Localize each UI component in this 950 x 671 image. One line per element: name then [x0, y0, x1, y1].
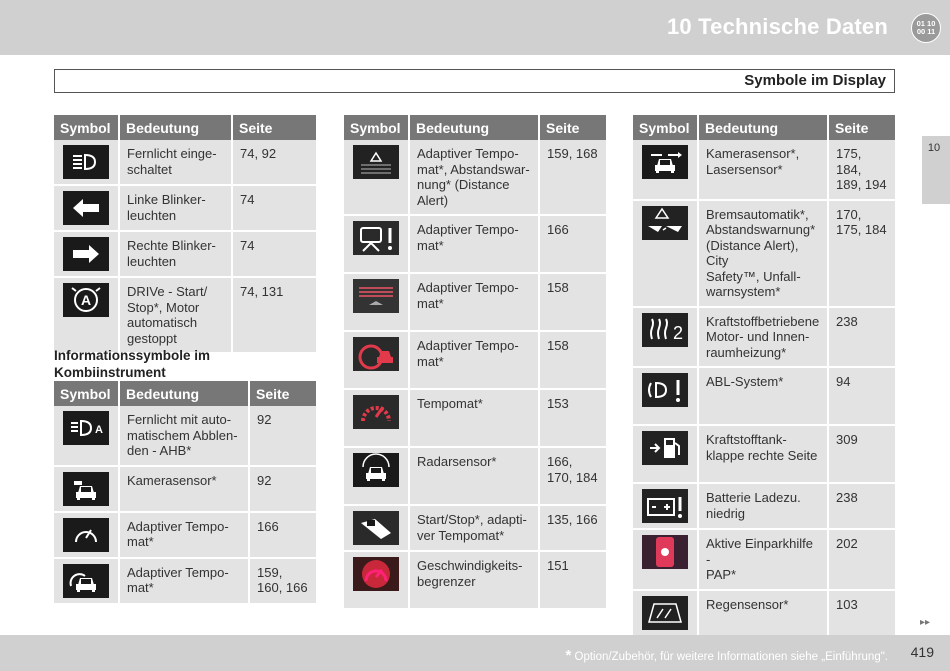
radar-sensor-icon: [353, 453, 399, 468]
svg-text:2: 2: [672, 322, 684, 343]
camera-sensor-icon: [63, 472, 109, 487]
header-meaning: Bedeutung: [120, 381, 250, 406]
meaning-cell: Fernlicht einge- schaltet: [120, 140, 233, 186]
symbol-cell: [633, 530, 699, 591]
table-row: [344, 216, 606, 274]
header-page: Seite: [540, 115, 606, 140]
table-row: [633, 368, 895, 426]
brake-warning-icon: [642, 206, 688, 221]
table-row: [344, 390, 606, 448]
symbol-cell: [54, 467, 120, 513]
symbol-cell: [54, 406, 120, 467]
header-page: Seite: [829, 115, 895, 140]
meaning-cell: Kamerasensor*: [120, 467, 250, 513]
table-row: [344, 332, 606, 390]
table-row: [633, 140, 895, 201]
page-cell: 238: [829, 484, 895, 530]
battery-icon: [642, 489, 688, 504]
table-row: [54, 406, 316, 467]
meaning-cell: Adaptiver Tempo- mat*, Abstandswar- nung* (Distance Alert): [410, 140, 540, 216]
subheading: Informationssymbole im Kombiinstrument: [54, 348, 211, 380]
page-cell: 159, 160, 166: [250, 559, 316, 605]
symbol-cell: [54, 513, 120, 559]
page-cell: 158: [540, 274, 606, 332]
page-cell: 175, 184, 189, 194: [829, 140, 895, 201]
header-symbol: Symbol: [54, 115, 120, 140]
page-cell: 103: [829, 591, 895, 637]
park-assist-icon: [642, 535, 688, 550]
badge-bottom-text: 00 11: [916, 27, 936, 36]
header-page: Seite: [250, 381, 316, 406]
symbol-cell: [344, 216, 410, 274]
meaning-cell: DRIVe - Start/ Stop*, Motor automatisch gestoppt: [120, 278, 233, 354]
meaning-cell: Regensensor*: [699, 591, 829, 637]
meaning-cell: Kraftstoffbetriebene Motor- und Innen- raumheizung*: [699, 308, 829, 369]
page-cell: 158: [540, 332, 606, 390]
table-row: [633, 591, 895, 637]
meaning-cell: Geschwindigkeits- begrenzer: [410, 552, 540, 610]
fuel-flap-icon: [642, 431, 688, 446]
svg-text:A: A: [95, 424, 103, 436]
meaning-cell: Fernlicht mit auto- matischem Abblen- den - AHB*: [120, 406, 250, 467]
meaning-cell: Adaptiver Tempo- mat*: [120, 559, 250, 605]
footnote: [565, 647, 888, 664]
symbol-cell: [633, 140, 699, 201]
chapter-title: 10 Technische Daten: [666, 14, 888, 39]
table2-body: [54, 406, 316, 605]
page-number: 419: [910, 644, 934, 660]
rain-sensor-icon: [642, 596, 688, 611]
meaning-cell: Batterie Ladezu. niedrig: [699, 484, 829, 530]
table-row: [344, 274, 606, 332]
symbol-cell: [54, 140, 120, 186]
abl-system-icon: [642, 373, 688, 388]
symbol-cell: [54, 186, 120, 232]
symbol-cell: [344, 448, 410, 506]
table-row: [54, 513, 316, 559]
table-row: [344, 506, 606, 552]
meaning-cell: Radarsensor*: [410, 448, 540, 506]
meaning-cell: ABL-System*: [699, 368, 829, 426]
page-cell: 74, 131: [233, 278, 316, 354]
symbol-cell: [344, 332, 410, 390]
distance-alert-icon: [353, 145, 399, 160]
symbol-cell: [54, 559, 120, 605]
cruise-red-car-icon: [353, 337, 399, 352]
table-row: [54, 467, 316, 513]
speed-limiter-icon: [353, 557, 399, 572]
page-cell: 151: [540, 552, 606, 610]
footnote-text: Option/Zubehör, für weitere Informationen siehe „Einführung".: [571, 651, 888, 663]
left-indicator-icon: [63, 191, 109, 206]
symbol-cell: [633, 484, 699, 530]
table-row: [633, 484, 895, 530]
meaning-cell: Start/Stop*, adapti- ver Tempomat*: [410, 506, 540, 552]
page-cell: 159, 168: [540, 140, 606, 216]
fuel-heater-icon: [642, 313, 688, 343]
page-cell: 170, 175, 184: [829, 201, 895, 308]
footnote-star: *: [565, 647, 572, 664]
high-beam-icon: [63, 145, 109, 160]
start-stop-icon: [63, 283, 109, 308]
start-stop-pedal-icon: [353, 511, 399, 526]
cruise-speedometer-icon: [63, 518, 109, 533]
symbol-cell: [633, 308, 699, 369]
table-row: [54, 232, 316, 278]
svg-text:A: A: [80, 292, 92, 308]
auto-high-beam-icon: [63, 411, 109, 436]
meaning-cell: Kamerasensor*, Lasersensor*: [699, 140, 829, 201]
meaning-cell: Adaptiver Tempo- mat*: [410, 216, 540, 274]
meaning-cell: Adaptiver Tempo- mat*: [410, 274, 540, 332]
symbol-cell: [54, 232, 120, 278]
symbol-cell: [633, 591, 699, 637]
table-row: [633, 426, 895, 484]
table-row: [54, 559, 316, 605]
symbol-cell: [54, 278, 120, 354]
table-row: [633, 308, 895, 369]
symbols-table-3: [344, 115, 606, 610]
page-cell: 74, 92: [233, 140, 316, 186]
meaning-cell: Adaptiver Tempo- mat*: [410, 332, 540, 390]
page-header: [0, 0, 950, 55]
page-cell: 238: [829, 308, 895, 369]
symbol-cell: [633, 368, 699, 426]
table-row: [344, 448, 606, 506]
page-cell: 166, 170, 184: [540, 448, 606, 506]
header-meaning: Bedeutung: [699, 115, 829, 140]
meaning-cell: Kraftstofftank- klappe rechte Seite: [699, 426, 829, 484]
section-title: Symbole im Display: [744, 72, 886, 89]
table-row: [344, 552, 606, 610]
symbol-cell: [344, 506, 410, 552]
header-meaning: Bedeutung: [410, 115, 540, 140]
page-cell: 135, 166: [540, 506, 606, 552]
header-page: Seite: [233, 115, 316, 140]
table1-body: [54, 140, 316, 354]
badge-top-text: 01 10: [916, 19, 936, 28]
chapter-tab[interactable]: [922, 136, 950, 204]
header-symbol: Symbol: [344, 115, 410, 140]
page-cell: 74: [233, 186, 316, 232]
cruise-control-icon: [353, 395, 399, 410]
table-row: [633, 530, 895, 591]
table-row: [633, 201, 895, 308]
symbol-cell: [344, 274, 410, 332]
cruise-car-icon: [63, 564, 109, 579]
symbols-table-1: [54, 115, 316, 354]
chapter-tab-label: 10: [927, 142, 941, 154]
chapter-badge-icon: [911, 13, 941, 43]
symbol-cell: [633, 201, 699, 308]
symbol-cell: [633, 426, 699, 484]
meaning-cell: Bremsautomatik*, Abstandswarnung* (Distance Alert), City Safety™, Unfall- warnsystem*: [699, 201, 829, 308]
right-indicator-icon: [63, 237, 109, 252]
table-row: [344, 140, 606, 216]
header-meaning: Bedeutung: [120, 115, 233, 140]
page-cell: 309: [829, 426, 895, 484]
meaning-cell: Tempomat*: [410, 390, 540, 448]
table-row: [54, 278, 316, 354]
page-cell: 166: [250, 513, 316, 559]
meaning-cell: Linke Blinker- leuchten: [120, 186, 233, 232]
next-page-arrow-icon[interactable]: ▸▸: [920, 617, 931, 628]
page-footer: [0, 635, 950, 671]
symbol-cell: [344, 140, 410, 216]
table-row: [54, 186, 316, 232]
symbols-table-2: [54, 381, 316, 605]
page-cell: 202: [829, 530, 895, 591]
page-cell: 94: [829, 368, 895, 426]
section-bar: [54, 69, 895, 93]
camera-laser-sensor-icon: [642, 145, 688, 160]
symbol-cell: [344, 552, 410, 610]
page-cell: 153: [540, 390, 606, 448]
page-cell: 166: [540, 216, 606, 274]
header-symbol: Symbol: [54, 381, 120, 406]
header-symbol: Symbol: [633, 115, 699, 140]
table3-body: [344, 140, 606, 610]
page-cell: 74: [233, 232, 316, 278]
table-row: [54, 140, 316, 186]
meaning-cell: Aktive Einparkhilfe - PAP*: [699, 530, 829, 591]
driver-warning-icon: [353, 221, 399, 236]
page-cell: 92: [250, 406, 316, 467]
meaning-cell: Rechte Blinker- leuchten: [120, 232, 233, 278]
meaning-cell: Adaptiver Tempo- mat*: [120, 513, 250, 559]
radar-waves-icon: [353, 279, 399, 294]
symbols-table-4: [633, 115, 895, 637]
symbol-cell: [344, 390, 410, 448]
table4-body: [633, 140, 895, 637]
page-cell: 92: [250, 467, 316, 513]
